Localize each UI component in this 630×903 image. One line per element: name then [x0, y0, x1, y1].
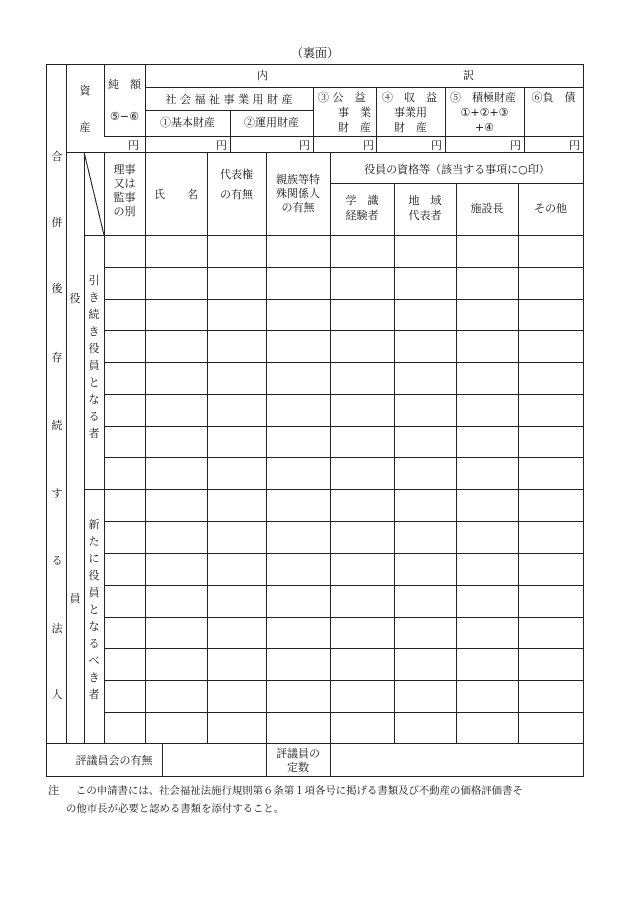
continuing-officers-label: 員 [88, 359, 100, 372]
officers-label-char: 員 [69, 592, 81, 605]
breakdown-header-left: 内 [257, 69, 268, 82]
page-title: （裏面） [290, 46, 339, 60]
role-column-header: の別 [113, 205, 136, 218]
public-interest-assets-label: 事 業 [338, 106, 371, 119]
liabilities-label: ⑥負 債 [531, 91, 576, 104]
yen-unit: 円 [363, 139, 374, 152]
continuing-officers-label: 役 [88, 342, 100, 355]
public-interest-assets-label: ③ 公 益 [318, 91, 366, 104]
new-officers-label: と [88, 603, 100, 616]
basic-assets-label: ①基本財産 [160, 116, 215, 129]
side-label-char: 法 [51, 622, 63, 635]
continuing-officers-label: と [88, 376, 100, 389]
yen-unit: 円 [569, 139, 580, 152]
yen-unit: 円 [216, 139, 227, 152]
profit-business-assets-label: 事業用 [394, 106, 427, 119]
council-count-label: 定数 [287, 761, 309, 774]
new-officers-label: な [88, 620, 100, 633]
representation-column-header: の有無 [220, 188, 253, 201]
breakdown-header-right: 訳 [463, 69, 474, 82]
net-amount-label: 純 額 [108, 78, 141, 91]
continuing-officers-label: る [88, 410, 100, 423]
note-text: の他市長が必要と認める書類を添付すること。 [66, 803, 285, 815]
side-label-char: 人 [51, 688, 63, 701]
qualification-header: 役員の資格等（該当する事項に○印） [364, 163, 550, 176]
side-label-char: る [51, 554, 63, 567]
social-welfare-assets-header: 社 会 福 祉 事 業 用 財 産 [165, 93, 293, 106]
assets-label-char: 産 [79, 121, 91, 134]
new-officers-label: 員 [88, 586, 100, 599]
operating-assets-label: ②運用財産 [244, 116, 299, 129]
continuing-officers-label: 引 [88, 274, 100, 287]
relatives-column-header: の有無 [281, 201, 315, 214]
new-officers-label: た [88, 535, 100, 548]
note-text: この申請書には、社会福祉法施行規則第６条第１項各号に掲げる書類及び不動産の価格評価書そ [76, 785, 523, 797]
positive-assets-label: ①+②+③ [460, 106, 509, 119]
role-column-header: 理事 [113, 163, 136, 176]
qual-col-facility-head: 施設長 [470, 202, 504, 215]
continuing-officers-label: き [88, 291, 100, 304]
side-label-char: 続 [51, 419, 63, 432]
side-label-char: 合 [51, 150, 63, 163]
yen-unit: 円 [128, 139, 139, 152]
council-exists-label: 評議員会の有無 [75, 754, 153, 767]
council-count-label: 評議員の [276, 747, 320, 760]
positive-assets-label: +④ [474, 121, 495, 134]
role-column-header: 監事 [113, 191, 136, 204]
continuing-officers-label: な [88, 393, 100, 406]
positive-assets-label: ⑤ 積極財産 [450, 91, 516, 104]
side-label-char: 存 [51, 351, 63, 364]
side-label-char: 併 [51, 216, 63, 229]
side-label-char: す [51, 487, 63, 500]
new-officers-label: る [88, 637, 100, 650]
public-interest-assets-label: 財 産 [338, 121, 371, 134]
qual-col-academic: 経験者 [345, 209, 379, 222]
new-officers-label: に [88, 552, 100, 565]
qual-col-other: その他 [534, 202, 567, 215]
note-prefix: 注 [48, 784, 59, 797]
officers-label-char: 役 [69, 292, 81, 305]
qual-col-regional: 代表者 [408, 209, 442, 222]
assets-label-char: 資 [79, 84, 91, 97]
continuing-officers-label: 者 [88, 427, 100, 440]
new-officers-label: 新 [88, 518, 100, 531]
role-column-header: 又は [113, 177, 136, 190]
new-officers-label: き [88, 671, 100, 684]
side-label-char: 後 [51, 282, 63, 295]
net-amount-formula: ⑤−⑥ [110, 110, 139, 123]
new-officers-label: 者 [88, 688, 100, 701]
profit-business-assets-label: 財 産 [394, 121, 427, 134]
continuing-officers-label: き [88, 325, 100, 338]
name-column-header: 氏 名 [154, 188, 198, 201]
continuing-officers-label: 続 [88, 308, 100, 321]
qual-col-academic: 学 識 [345, 194, 379, 207]
profit-business-assets-label: ④ 収 益 [382, 91, 437, 104]
yen-unit: 円 [510, 139, 521, 152]
qual-col-regional: 地 域 [408, 194, 442, 207]
relatives-column-header: 親族等特 [276, 173, 320, 186]
representation-column-header: 代表権 [220, 168, 253, 181]
yen-unit: 円 [431, 139, 442, 152]
relatives-column-header: 殊関係人 [276, 187, 320, 200]
new-officers-label: べ [88, 654, 100, 667]
yen-unit: 円 [299, 139, 310, 152]
new-officers-label: 役 [88, 569, 100, 582]
